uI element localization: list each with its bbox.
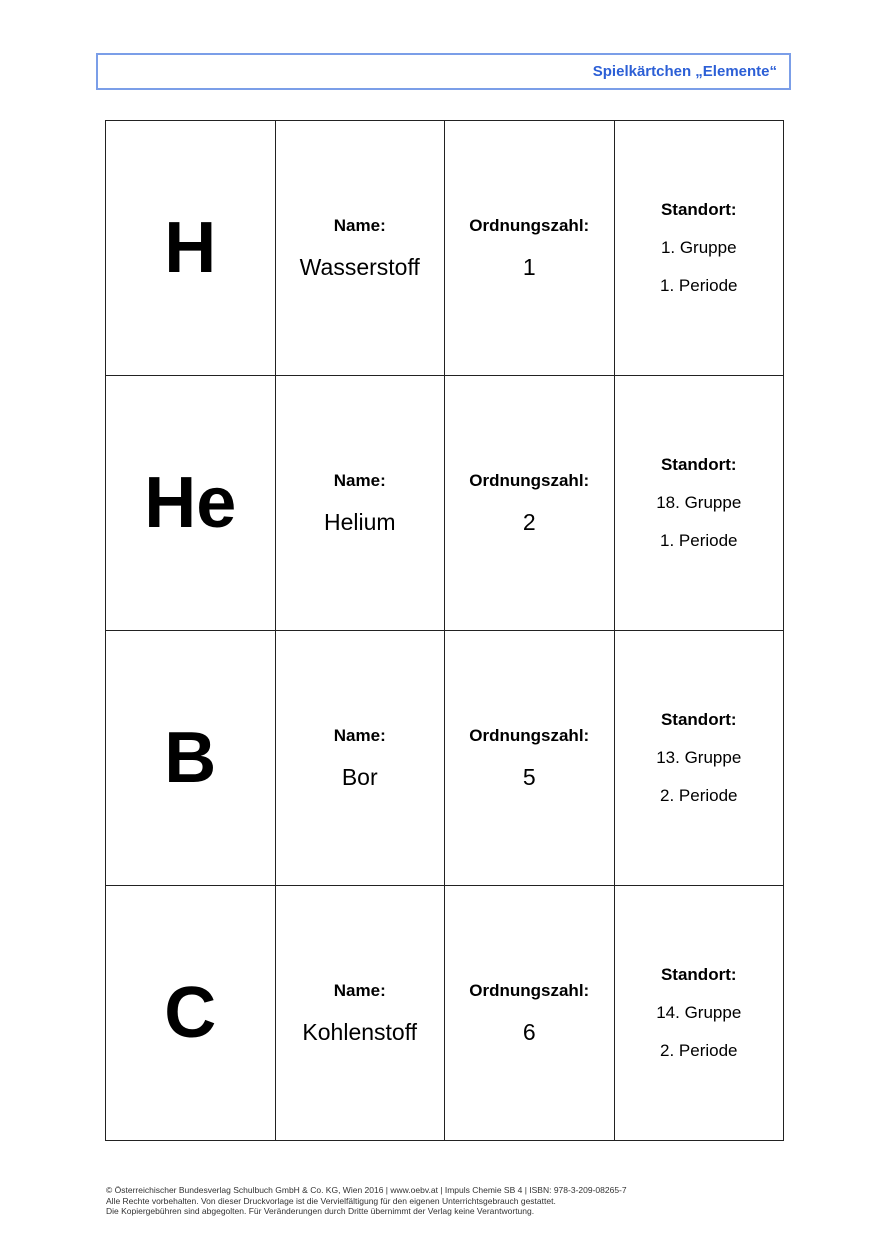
atomic-number: 1 [522, 253, 536, 280]
number-label: Ordnungszahl: [469, 980, 590, 1000]
element-symbol: H [164, 208, 217, 288]
card-row [106, 631, 784, 886]
group-value: 14. Gruppe [656, 1003, 742, 1022]
name-label: Name: [333, 725, 386, 745]
location-label: Standort: [660, 455, 737, 474]
number-cell [445, 121, 615, 376]
number-label: Ordnungszahl: [469, 725, 590, 745]
symbol-cell [106, 886, 276, 1141]
footer-rights: Alle Rechte vorbehalten. Von dieser Druckvorlage ist die Vervielfältigung für den eigenen Unterrichtsgebrauch gestattet. [106, 1195, 556, 1206]
period-value: 2. Periode [660, 1041, 738, 1060]
element-name: Kohlenstoff [302, 1018, 418, 1045]
header-box [96, 53, 791, 90]
location-cell [614, 376, 784, 631]
group-value: 13. Gruppe [656, 748, 742, 767]
element-cards-table [105, 120, 784, 1141]
number-cell [445, 886, 615, 1141]
name-label: Name: [333, 215, 386, 235]
number-cell [445, 376, 615, 631]
number-label: Ordnungszahl: [469, 215, 590, 235]
location-cell [614, 121, 784, 376]
number-cell [445, 631, 615, 886]
period-value: 1. Periode [660, 276, 738, 295]
element-symbol: B [164, 718, 217, 798]
footer-copyright: © Österreichischer Bundesverlag Schulbuch GmbH & Co. KG, Wien 2016 | www.oebv.at | Impuls Chemie SB 4 | ISBN: 978-3-209-08265-7 [106, 1185, 627, 1195]
name-cell [275, 121, 445, 376]
symbol-cell [106, 121, 276, 376]
symbol-cell [106, 376, 276, 631]
location-cell [614, 886, 784, 1141]
location-label: Standort: [660, 710, 737, 729]
element-name: Helium [323, 508, 396, 535]
location-cell [614, 631, 784, 886]
element-name: Bor [341, 763, 378, 790]
name-cell [275, 886, 445, 1141]
name-cell [275, 631, 445, 886]
card-row [106, 376, 784, 631]
element-symbol: He [144, 463, 237, 543]
name-cell [275, 376, 445, 631]
page-title: Spielkärtchen „Elemente“ [592, 63, 777, 80]
atomic-number: 5 [522, 763, 536, 790]
period-value: 1. Periode [660, 531, 738, 550]
group-value: 18. Gruppe [656, 493, 742, 512]
group-value: 1. Gruppe [660, 238, 737, 257]
footer [106, 1185, 806, 1217]
card-row [106, 886, 784, 1141]
footer-disclaimer: Die Kopiergebühren sind abgegolten. Für Veränderungen durch Dritte übernimmt der Verlag keine Verantwortung. [106, 1206, 535, 1216]
period-value: 2. Periode [660, 786, 738, 805]
symbol-cell [106, 631, 276, 886]
location-label: Standort: [660, 965, 737, 984]
name-label: Name: [333, 980, 386, 1000]
element-symbol: C [164, 973, 217, 1053]
name-label: Name: [333, 470, 386, 490]
number-label: Ordnungszahl: [469, 470, 590, 490]
card-row [106, 121, 784, 376]
atomic-number: 6 [522, 1018, 536, 1045]
atomic-number: 2 [522, 508, 536, 535]
location-label: Standort: [660, 200, 737, 219]
element-name: Wasserstoff [299, 253, 420, 280]
